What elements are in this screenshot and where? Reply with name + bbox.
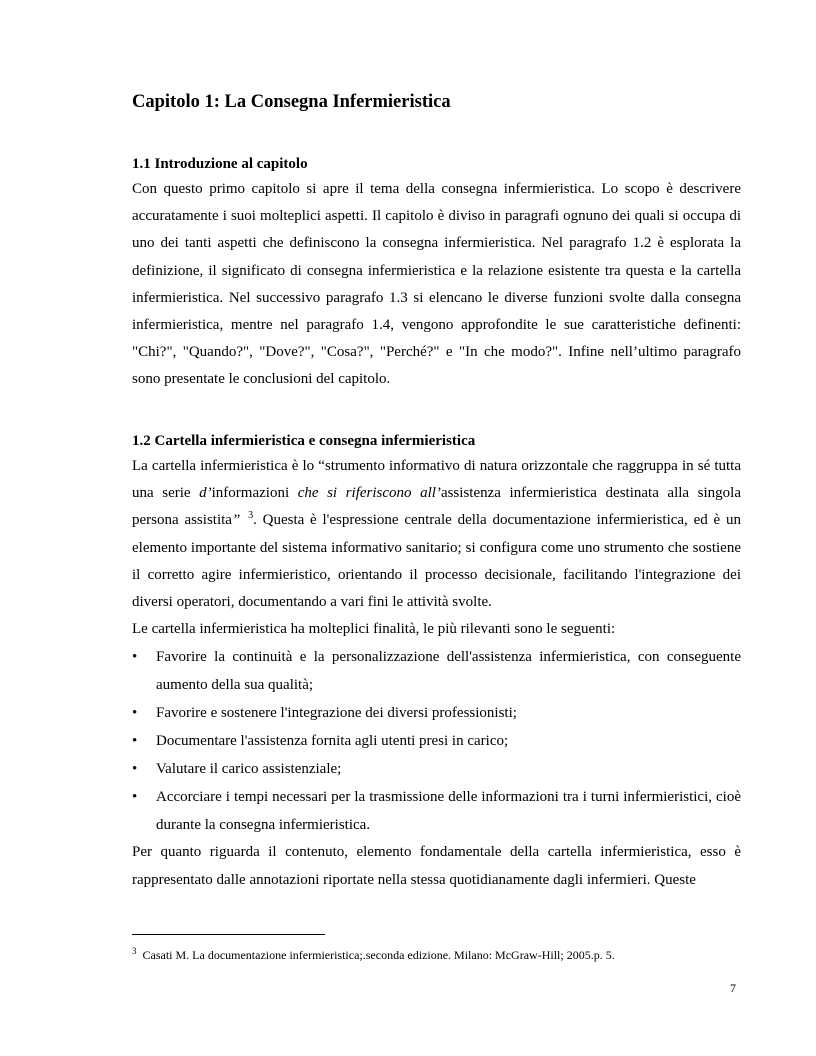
bullet-icon: •	[132, 649, 138, 666]
list-item	[132, 783, 741, 839]
list-intro-paragraph: Le cartella infermieristica ha molteplici finalità, le più rilevanti sono le seguenti:	[132, 621, 616, 638]
list-item-text: Accorciare i tempi necessari per la trasmissione delle informazioni tra i turni infermieristici, cioè durante la consegna infermieristica.	[156, 789, 741, 834]
footnote-divider	[132, 934, 325, 935]
section-heading: 1.2 Cartella infermieristica e consegna infermieristica	[132, 433, 476, 449]
footnote-reference[interactable]: 3	[248, 510, 254, 522]
section-cartella	[132, 430, 741, 894]
list-item-text: Favorire e sostenere l'integrazione dei diversi professionisti;	[156, 705, 517, 722]
italic-run: ”	[231, 512, 247, 529]
section-heading: 1.1 Introduzione al capitolo	[132, 156, 308, 172]
text-run: . Questa è l'espressione centrale della documentazione infermieristica, ed è un elemento importante del sistema informativo sanitario; si configura come uno strumento che sostiene il corretto agire infermieristico, orientando il processo decisionale, facilitando l'integrazione dei diversi operatori, documentando a vari fini le attività svolte.	[132, 512, 741, 611]
text-run: assistenza infermieristica destinata alla singola persona assistita	[132, 485, 741, 529]
finalita-list	[132, 643, 741, 839]
chapter-title: Capitolo 1: La Consegna Infermieristica	[132, 92, 451, 112]
list-item	[132, 643, 741, 699]
bullet-icon: •	[132, 761, 138, 778]
list-item-text: Favorire la continuità e la personalizzazione dell'assistenza infermieristica, con conseguente aumento della sua qualità;	[156, 649, 741, 694]
section-introduzione	[132, 153, 741, 394]
bullet-icon: •	[132, 789, 138, 806]
list-item	[132, 699, 741, 727]
list-item	[132, 727, 741, 755]
footnote-number: 3	[132, 946, 137, 956]
bullet-icon: •	[132, 705, 138, 722]
bullet-icon: •	[132, 733, 138, 750]
list-item-text: Documentare l'assistenza fornita agli utenti presi in carico;	[156, 733, 509, 750]
list-item-text: Valutare il carico assistenziale;	[156, 761, 342, 778]
italic-run: d’	[199, 485, 212, 502]
footnote-text: Casati M. La documentazione infermieristica;.seconda edizione. Milano: McGraw-Hill; 2005.p. 5.	[142, 948, 615, 962]
text-run: informazioni	[211, 485, 298, 502]
italic-run: che si riferiscono all’	[297, 485, 441, 502]
page-number: 7	[730, 981, 736, 995]
text-run: La cartella infermieristica è lo “strumento informativo di natura orizzontale che raggruppa in sé tutta una serie	[132, 458, 741, 502]
definition-paragraph	[132, 453, 741, 616]
content-paragraph: Per quanto riguarda il contenuto, elemento fondamentale della cartella infermieristica, esso è rappresentato dalle annotazioni riportate nella stessa quotidianamente dagli infermieri. Queste	[132, 844, 741, 888]
footnote	[132, 946, 615, 963]
section-paragraph: Con questo primo capitolo si apre il tema della consegna infermieristica. Lo scopo è descrivere accuratamente i suoi molteplici aspetti. Il capitolo è diviso in paragrafi ognuno dei quali si occupa di uno dei tanti aspetti che definiscono la consegna infermieristica. Nel paragrafo 1.2 è esplorata la definizione, il significato di consegna infermieristica e la relazione esistente tra questa e la cartella infermieristica. Nel successivo paragrafo 1.3 si elencano le diverse funzioni svolte dalla consegna infermieristica, mentre nel paragrafo 1.4, vengono approfondite le sue caratteristiche definenti: "Chi?", "Quando?", "Dove?", "Cosa?", "Perché?" e "In che modo?". Infine nell’ultimo paragrafo sono presentate le conclusioni del capitolo.	[132, 181, 741, 388]
list-item	[132, 755, 741, 783]
